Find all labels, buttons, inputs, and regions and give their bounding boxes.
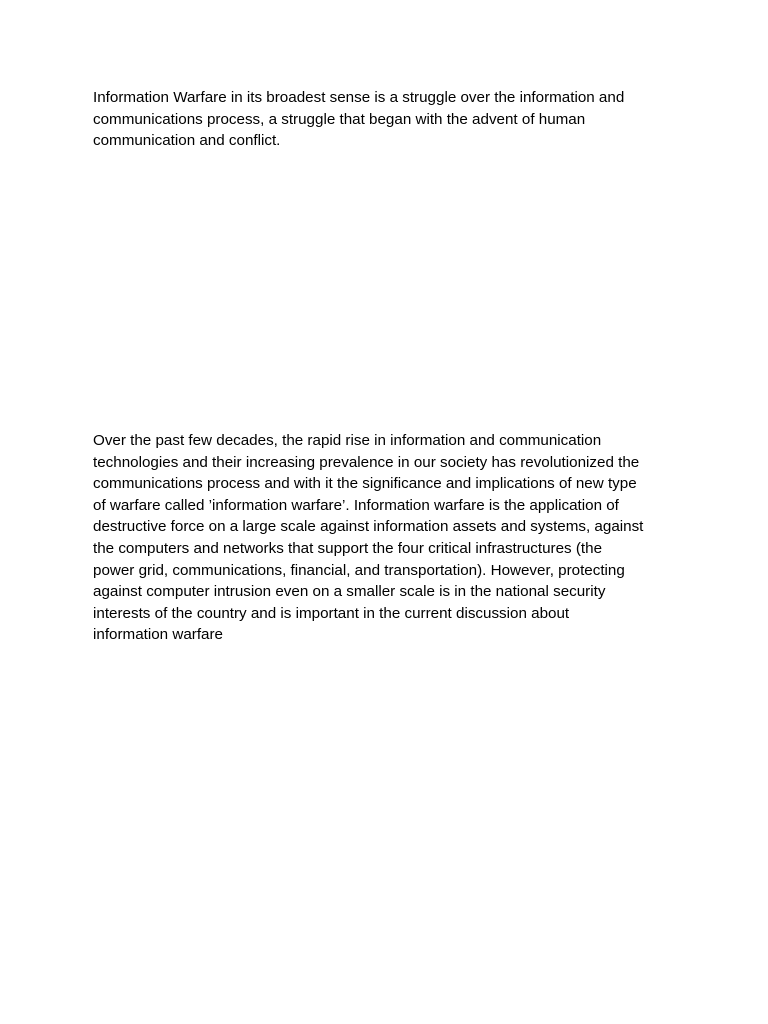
text-line: communications process, a struggle that began with the advent of human [93, 110, 586, 128]
text-line: information warfare [93, 626, 223, 644]
text-line: interests of the country and is important in the current discussion about [93, 604, 570, 622]
paragraph-2 [93, 430, 683, 646]
text-line: of warfare called ’information warfare’. Information warfare is the application of [93, 496, 619, 514]
text-line: Information Warfare in its broadest sense is a struggle over the information and [93, 89, 625, 106]
text-line: against computer intrusion even on a smaller scale is in the national security [93, 583, 606, 601]
text-line: technologies and their increasing prevalence in our society has revolutionized the [93, 453, 640, 471]
text-line: communication and conflict. [93, 132, 281, 150]
text-line: power grid, communications, financial, and transportation). However, protecting [93, 561, 625, 579]
text-line: communications process and with it the significance and implications of new type [93, 475, 637, 493]
text-line: destructive force on a large scale against information assets and systems, against [93, 518, 644, 536]
text-line: the computers and networks that support the four critical infrastructures (the [93, 539, 603, 557]
paragraph-1 [93, 87, 683, 152]
text-line: Over the past few decades, the rapid rise in information and communication [93, 432, 602, 449]
